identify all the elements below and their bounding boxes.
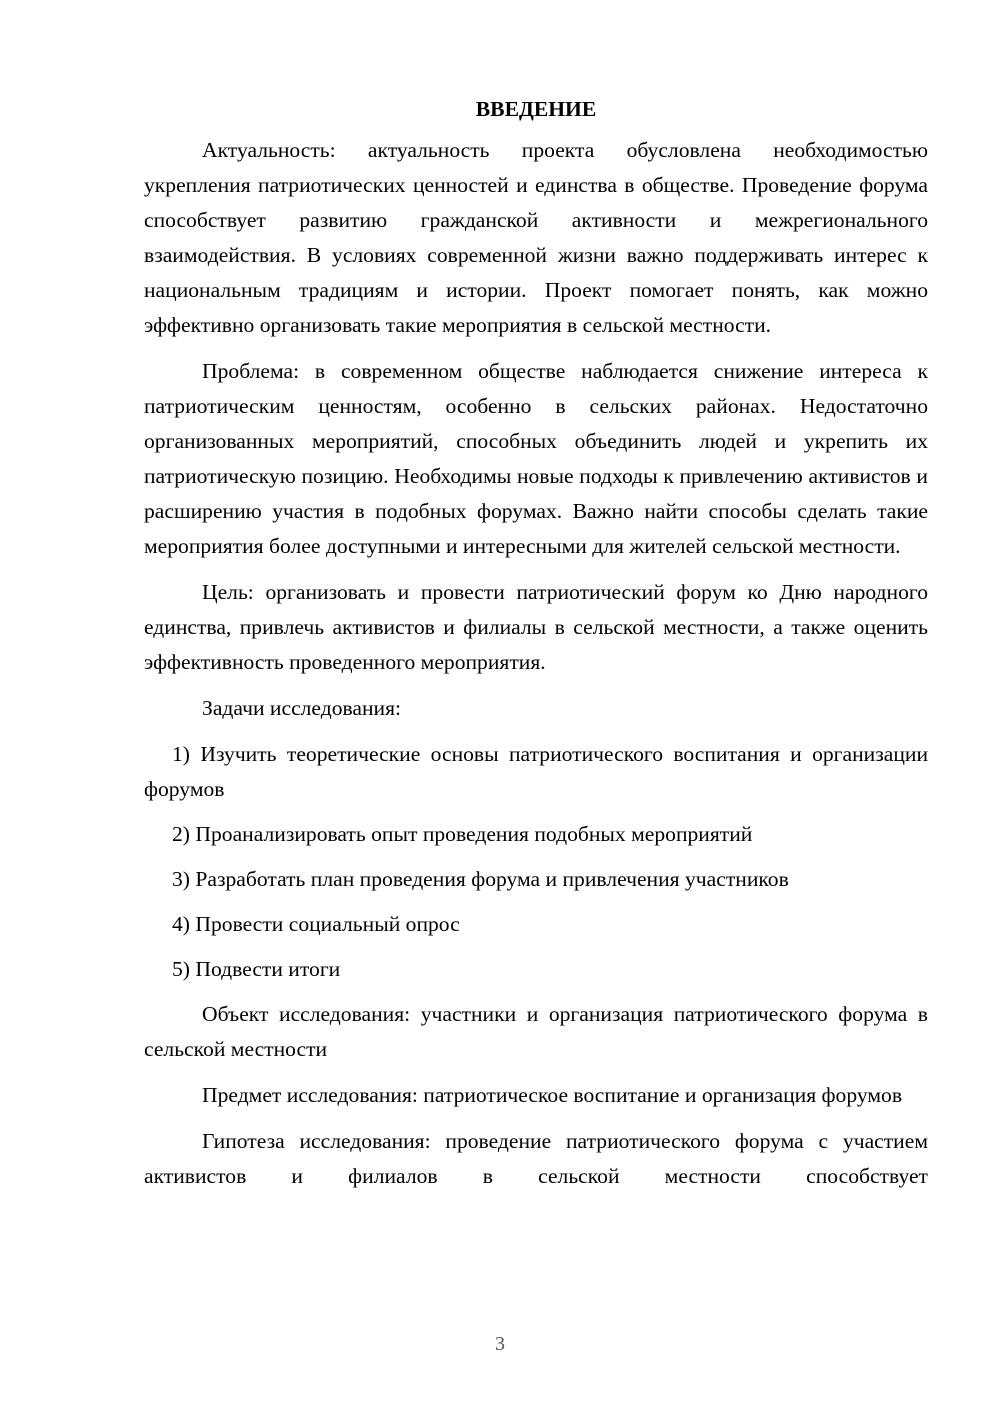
document-page [144, 92, 928, 1205]
goal-paragraph: Цель: организовать и провести патриотический форум ко Дню народного единства, привлечь активистов и филиалы в сельской местности, а также оценить эффективность проведенного мероприятия. [144, 580, 928, 674]
task-item-4: 4) Провести социальный опрос [172, 912, 460, 936]
hypothesis-paragraph: Гипотеза исследования: проведение патриотического форума с участием активистов и филиалов в сельской местности способствует [144, 1129, 928, 1188]
task-item-3: 3) Разработать план проведения форума и привлечения участников [172, 867, 789, 891]
task-item-1: 1) Изучить теоретические основы патриотического воспитания и организации форумов [144, 742, 928, 801]
subject-paragraph: Предмет исследования: патриотическое воспитание и организация форумов [202, 1083, 903, 1107]
page-number: 3 [495, 1333, 505, 1355]
task-item-5: 5) Подвести итоги [172, 957, 341, 981]
object-paragraph: Объект исследования: участники и организация патриотического форума в сельской местности [144, 1002, 928, 1061]
section-title: ВВЕДЕНИЕ [475, 97, 597, 121]
tasks-heading: Задачи исследования: [202, 696, 402, 720]
task-item-2: 2) Проанализировать опыт проведения подобных мероприятий [172, 822, 753, 846]
relevance-paragraph: Актуальность: актуальность проекта обусловлена необходимостью укрепления патриотических ценностей и единства в обществе. Проведение форума способствует развитию гражданской активности и межрегионального взаимодействия. В условиях современной жизни важно поддерживать интерес к национальным традициям и истории. Проект помогает понять, как можно эффективно организовать такие мероприятия в сельской местности. [144, 138, 928, 337]
problem-paragraph: Проблема: в современном обществе наблюдается снижение интереса к патриотическим ценностям, особенно в сельских районах. Недостаточно организованных мероприятий, способных объединить людей и укрепить их патриотическую позицию. Необходимы новые подходы к привлечению активистов и расширению участия в подобных форумах. Важно найти способы сделать такие мероприятия более доступными и интересными для жителей сельской местности. [144, 359, 928, 558]
